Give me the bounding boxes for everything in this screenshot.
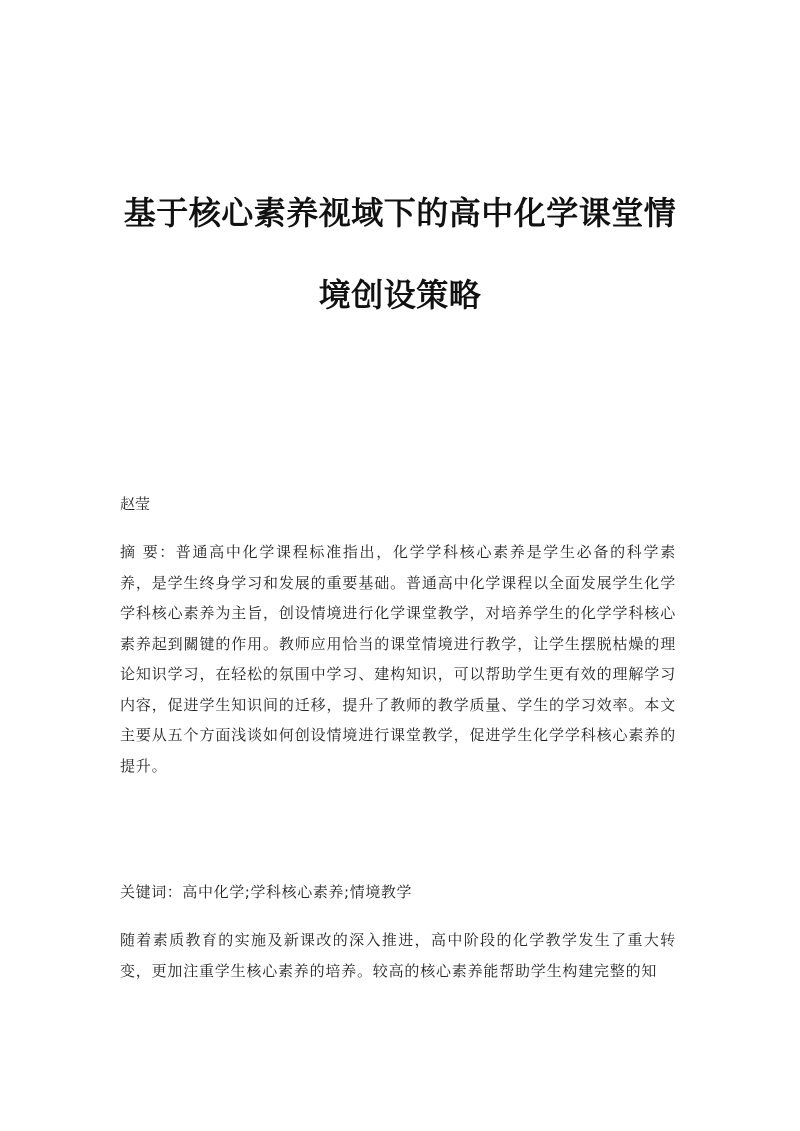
keywords-text: 高中化学;学科核心素养;情境教学 bbox=[182, 883, 413, 901]
keywords-label: 关键词： bbox=[120, 883, 183, 901]
document-title-line-2: 境创设策略 bbox=[318, 276, 482, 314]
abstract-label: 摘 要： bbox=[120, 543, 176, 561]
keywords-line bbox=[120, 877, 676, 908]
author-name: 赵莹 bbox=[120, 495, 151, 513]
abstract-text: 普通高中化学课程标准指出，化学学科核心素养是学生必备的科学素养，是学生终身学习和发展的重要基础。普通高中化学课程以全面发展学生化学学科核心素养为主旨，创设情境进行化学课堂教学，对培养学生的化学学科核心素养起到關键的作用。教师应用恰当的课堂情境进行教学，让学生摆脱枯燥的理论知识学习，在轻松的氛围中学习、建构知识，可以帮助学生更有效的理解学习内容，促进学生知识间的迁移，提升了教师的教学质量、学生的学习效率。本文主要从五个方面浅谈如何创设情境进行课堂教学，促进学生化学学科核心素养的提升。 bbox=[120, 543, 676, 775]
intro-paragraph: 随着素质教育的实施及新课改的深入推进，高中阶段的化学教学发生了重大转变，更加注重学生核心素养的培养。较高的核心素养能帮助学生构建完整的知 bbox=[120, 931, 676, 980]
document-title-line-1: 基于核心素养视域下的高中化学课堂情 bbox=[123, 194, 677, 232]
abstract-paragraph bbox=[120, 537, 676, 781]
